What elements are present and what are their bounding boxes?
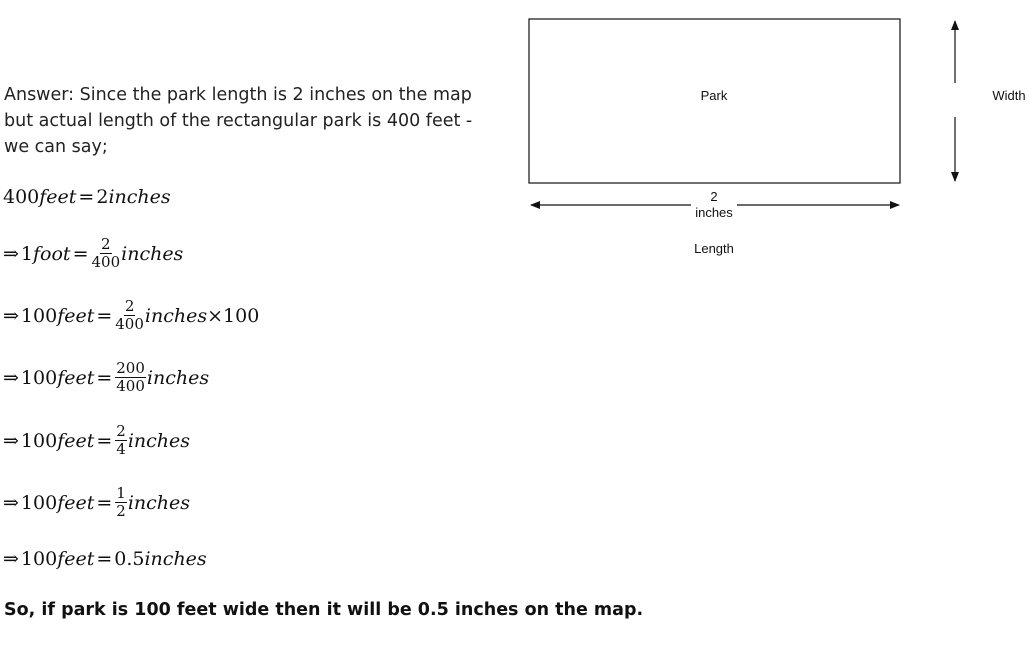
length-value: 2	[710, 189, 718, 204]
eq2-frac-num: 2	[101, 235, 111, 253]
eq2-lhs-num: 1	[20, 242, 34, 265]
eq4-equals: =	[96, 366, 113, 389]
eq6-rhs-unit: inches	[127, 491, 190, 514]
implies-arrow: ⇒	[3, 429, 19, 452]
eq7-equals: =	[96, 548, 113, 570]
eq3-equals: =	[96, 304, 113, 327]
eq4-frac-num: 200	[116, 359, 145, 377]
eq6-equals: =	[96, 491, 113, 514]
eq2-equals: =	[72, 242, 89, 265]
eq3-frac-den: 400	[115, 315, 144, 333]
eq3-rhs-unit: inches	[144, 304, 208, 327]
implies-arrow: ⇒	[3, 242, 19, 265]
implies-arrow: ⇒	[3, 304, 19, 327]
eq6-lhs-unit: feet	[57, 491, 95, 514]
eq3-lhs-unit: feet	[57, 304, 95, 327]
eq4-lhs-unit: feet	[57, 366, 95, 389]
eq5-lhs-unit: feet	[57, 429, 95, 452]
park-label: Park	[700, 88, 728, 103]
eq1-rhs-num: 2	[96, 186, 109, 208]
eq7-rhs-unit: inches	[144, 548, 207, 570]
eq3-lhs-num: 100	[20, 304, 58, 327]
width-label: Width	[992, 88, 1026, 103]
eq5-frac-num: 2	[116, 422, 126, 440]
eq5-frac-den: 4	[116, 440, 126, 458]
conclusion-text: So, if park is 100 feet wide then it will be 0.5 inches on the map.	[4, 600, 644, 620]
eq2-frac-den: 400	[91, 253, 121, 271]
eq2-lhs-unit: foot	[33, 242, 71, 265]
length-label: Length	[694, 241, 734, 256]
length-unit: inches	[695, 205, 733, 220]
eq5-equals: =	[96, 429, 113, 452]
eq4-frac-den: 400	[116, 377, 145, 395]
eq5-rhs-unit: inches	[127, 429, 190, 452]
eq6-frac-num: 1	[116, 484, 126, 502]
answer-text: Answer: Since the park length is 2 inches on the map but actual length of the rectangular park is 400 feet - we can say;	[4, 85, 473, 157]
eq4-lhs-num: 100	[20, 366, 58, 389]
eq1-lhs-num: 400	[3, 186, 40, 208]
implies-arrow: ⇒	[3, 548, 19, 570]
eq2-rhs-unit: inches	[121, 242, 184, 265]
eq3-tail: ×100	[207, 304, 260, 327]
eq1-rhs-unit: inches	[108, 186, 171, 208]
implies-arrow: ⇒	[3, 491, 19, 514]
eq6-frac-den: 2	[116, 502, 126, 520]
eq4-rhs-unit: inches	[146, 366, 210, 389]
eq7-lhs-unit: feet	[57, 548, 95, 570]
implies-arrow: ⇒	[3, 366, 19, 389]
eq6-lhs-num: 100	[20, 491, 58, 514]
eq1-equals: =	[78, 186, 95, 208]
eq7-rhs-num: 0.5	[114, 548, 145, 570]
eq5-lhs-num: 100	[20, 429, 58, 452]
eq3-frac-num: 2	[124, 297, 135, 315]
eq7-lhs-num: 100	[20, 548, 58, 570]
eq1-lhs-unit: feet	[39, 186, 77, 208]
